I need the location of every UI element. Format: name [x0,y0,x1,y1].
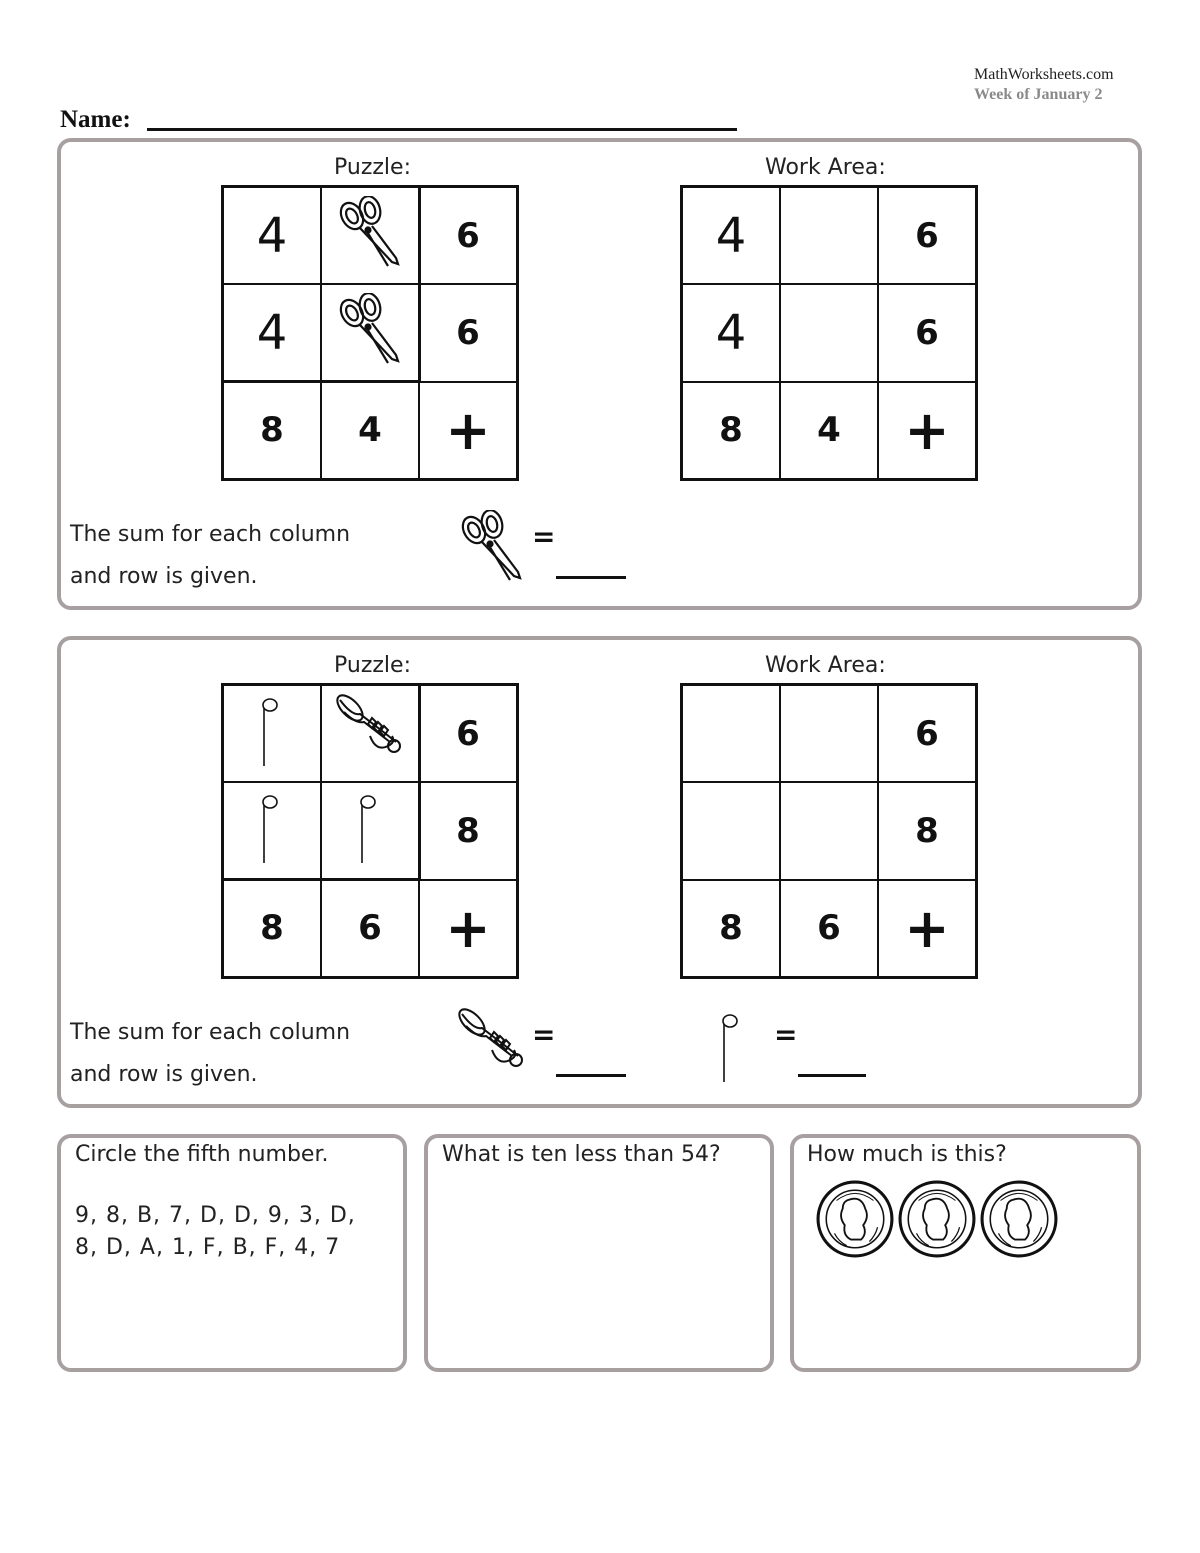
grid-cell: 6 [321,880,419,977]
music-note-icon [358,793,382,869]
work-area-label: Work Area: [765,653,886,678]
puzzle-grid [221,683,519,979]
grid-cell [321,187,419,284]
grid-cell: + [419,880,517,977]
work-cell: 4 [780,382,878,479]
name-label: Name: [60,106,131,133]
answer-blank[interactable] [798,1074,866,1077]
grid-cell: + [419,382,517,479]
work-area-label: Work Area: [765,155,886,180]
music-note-icon [260,793,284,869]
week-label: Week of January 2 [974,86,1103,103]
grid-cell [321,685,419,782]
site-name: MathWorksheets.com [974,66,1114,83]
scissors-icon [452,510,532,590]
grid-cell: 6 [419,284,517,381]
grid-cell [321,284,419,381]
answer-blank[interactable] [556,576,626,579]
grid-cell: 8 [223,382,321,479]
scissors-icon [330,196,410,276]
music-note-icon [720,1012,744,1088]
penny-icon [980,1180,1058,1258]
grid-cell: 4 [223,187,321,284]
name-line[interactable] [147,128,737,131]
work-cell: 6 [878,284,976,381]
work-cell: 4 [682,187,780,284]
trumpet-icon [452,1008,532,1088]
work-cell: 6 [878,187,976,284]
equals-sign: = [532,1018,556,1051]
instruction-line-1: The sum for each column [70,522,351,547]
instruction-line-2: and row is given. [70,1062,258,1087]
work-cell: 4 [682,284,780,381]
grid-cell: 8 [223,880,321,977]
work-cell[interactable] [682,782,780,879]
money-title: How much is this? [807,1142,1007,1167]
instruction-line-1: The sum for each column [70,1020,351,1045]
grid-cell: 4 [223,284,321,381]
work-cell[interactable] [780,685,878,782]
scissors-icon [330,293,410,373]
equals-sign: = [532,520,556,553]
equals-sign: = [774,1018,798,1051]
penny-icon [816,1180,894,1258]
answer-blank[interactable] [556,1074,626,1077]
work-cell: 8 [878,782,976,879]
fifth-number-title: Circle the fifth number. [75,1142,329,1167]
instruction-line-2: and row is given. [70,564,258,589]
trumpet-icon [330,694,410,774]
ten-less-title: What is ten less than 54? [442,1142,721,1167]
work-cell[interactable] [780,284,878,381]
work-cell[interactable] [682,685,780,782]
work-cell: 6 [780,880,878,977]
grid-cell [223,685,321,782]
work-cell[interactable] [780,187,878,284]
puzzle-label: Puzzle: [334,653,411,678]
penny-icon [898,1180,976,1258]
work-cell[interactable] [780,782,878,879]
work-cell: 8 [682,382,780,479]
puzzle-label: Puzzle: [334,155,411,180]
grid-cell: 6 [419,187,517,284]
music-note-icon [260,696,284,772]
puzzle-grid [221,185,519,481]
grid-cell [223,782,321,879]
sequence-line-1[interactable]: 9, 8, B, 7, D, D, 9, 3, D, [75,1203,356,1228]
work-grid [680,185,978,481]
grid-cell: 4 [321,382,419,479]
work-cell: + [878,382,976,479]
ten-less-box [424,1134,774,1372]
work-grid [680,683,978,979]
work-cell: 8 [682,880,780,977]
sequence-line-2[interactable]: 8, D, A, 1, F, B, F, 4, 7 [75,1235,341,1260]
grid-cell [321,782,419,879]
grid-cell: 6 [419,685,517,782]
grid-cell: 8 [419,782,517,879]
work-cell: 6 [878,685,976,782]
work-cell: + [878,880,976,977]
